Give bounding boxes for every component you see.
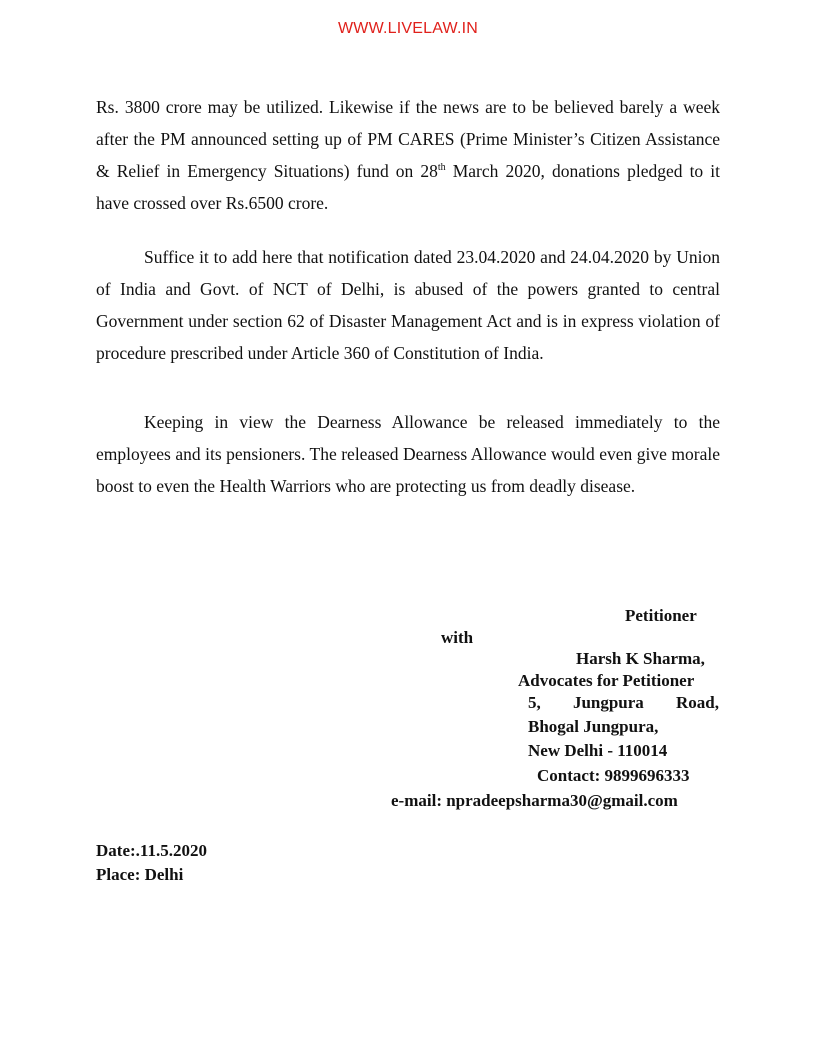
email-address[interactable]: e-mail: npradeepsharma30@gmail.com — [391, 791, 678, 810]
contact-number: Contact: 9899696333 — [537, 766, 690, 785]
address-street-word-1: Jungpura — [572, 693, 644, 712]
advocate-name: Harsh K Sharma, — [576, 649, 705, 668]
paragraph-1-text-b: March 2020, donations pledged to it have crossed over Rs.6500 crore. — [96, 161, 720, 213]
address-line-2: Bhogal Jungpura, — [528, 717, 659, 736]
paragraph-1 — [96, 91, 720, 219]
paragraph-2: Suffice it to add here that notification dated 23.04.2020 and 24.04.2020 by Union of India and Govt. of NCT of Delhi, is abused of the powers granted to central Government under section 62 of Disaster Management Act and is in express violation of procedure prescribed under Article 360 of Constitution of India. — [96, 247, 720, 363]
address-number: 5, — [528, 693, 541, 712]
ordinal-superscript: th — [437, 162, 446, 174]
advocate-role: Advocates for Petitioner — [518, 671, 695, 690]
with-label: with — [441, 628, 474, 647]
document-date: Date:.11.5.2020 — [96, 841, 207, 860]
site-watermark-link[interactable]: WWW.LIVELAW.IN — [338, 20, 478, 37]
document-place: Place: Delhi — [96, 865, 184, 884]
paragraph-1-text-a: Rs. 3800 crore may be utilized. Likewise if the news are to be believed barely a week after the PM announced setting up of PM CARES (Prime Minister’s Citizen Assistance & Relief in Emergency Situations) fund on 28 — [96, 97, 720, 181]
address-street-word-2: Road, — [676, 693, 719, 712]
paragraph-3: Keeping in view the Dearness Allowance be released immediately to the employees and its pensioners. The released Dearness Allowance would even give morale boost to even the Health Warriors who are protecting us from deadly disease. — [96, 412, 720, 496]
address-line-3: New Delhi - 110014 — [528, 741, 668, 760]
address-line-1 — [528, 693, 719, 713]
petitioner-label: Petitioner — [625, 606, 697, 625]
